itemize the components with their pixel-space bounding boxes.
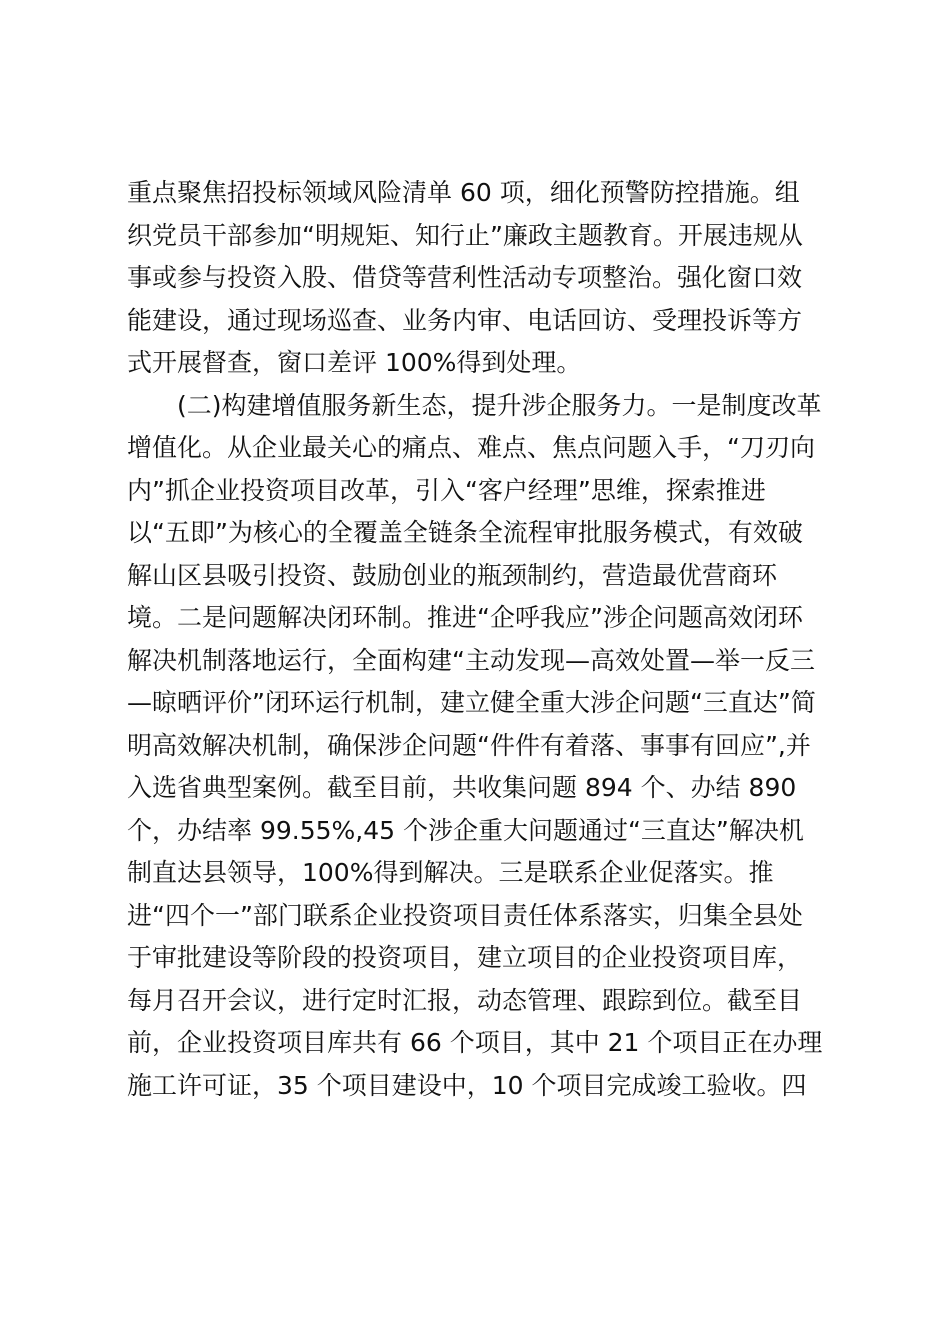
text-line: 内”抓企业投资项目改革，引入“客户经理”思维，探索推进 bbox=[127, 475, 766, 505]
text-line: 明高效解决机制，确保涉企问题“件件有着落、事事有回应”,并 bbox=[127, 730, 811, 760]
text-line: 增值化。从企业最关心的痛点、难点、焦点问题入手，“刀刃向 bbox=[127, 433, 815, 462]
text-line: 事或参与投资入股、借贷等营利性活动专项整治。强化窗口效 bbox=[127, 263, 803, 292]
text-line: 解山区县吸引投资、鼓励创业的瓶颈制约，营造最优营商环 bbox=[127, 560, 778, 590]
text-line: 解决机制落地运行，全面构建“主动发现—高效处置—举一反三 bbox=[127, 645, 815, 675]
text-line: 前，企业投资项目库共有 66 个项目，其中 21 个项目正在办理 bbox=[127, 1028, 823, 1057]
text-line: 施工许可证，35 个项目建设中，10 个项目完成竣工验收。四 bbox=[127, 1070, 807, 1100]
text-line: 重点聚焦招投标领域风险清单 60 项，细化预警防控措施。组 bbox=[127, 178, 800, 207]
text-line: 境。二是问题解决闭环制。推进“企呼我应”涉企问题高效闭环 bbox=[127, 603, 803, 632]
text-line: 织党员干部参加“明规矩、知行止”廉政主题教育。开展违规从 bbox=[127, 220, 803, 250]
section-heading-line: (二)构建增值服务新生态，提升涉企服务力。一是制度改革 bbox=[127, 390, 822, 420]
text-line: —晾晒评价”闭环运行机制，建立健全重大涉企问题“三直达”简 bbox=[127, 688, 816, 717]
text-line: 能建设，通过现场巡查、业务内审、电话回访、受理投诉等方 bbox=[127, 305, 803, 335]
body-text bbox=[127, 172, 837, 1107]
text-line: 每月召开会议，进行定时汇报，动态管理、跟踪到位。截至目 bbox=[127, 985, 803, 1015]
text-line: 进“四个一”部门联系企业投资项目责任体系落实，归集全县处 bbox=[127, 900, 803, 930]
text-line: 以“五即”为核心的全覆盖全链条全流程审批服务模式，有效破 bbox=[127, 518, 803, 547]
text-line: 于审批建设等阶段的投资项目，建立项目的企业投资项目库， bbox=[127, 943, 803, 972]
text-line: 制直达县领导，100%得到解决。三是联系企业促落实。推 bbox=[127, 858, 774, 887]
text-line: 个，办结率 99.55%,45 个涉企重大问题通过“三直达”解决机 bbox=[127, 815, 804, 845]
text-line: 入选省典型案例。截至目前，共收集问题 894 个、办结 890 bbox=[127, 773, 797, 802]
text-line: 式开展督查，窗口差评 100%得到处理。 bbox=[127, 348, 582, 377]
